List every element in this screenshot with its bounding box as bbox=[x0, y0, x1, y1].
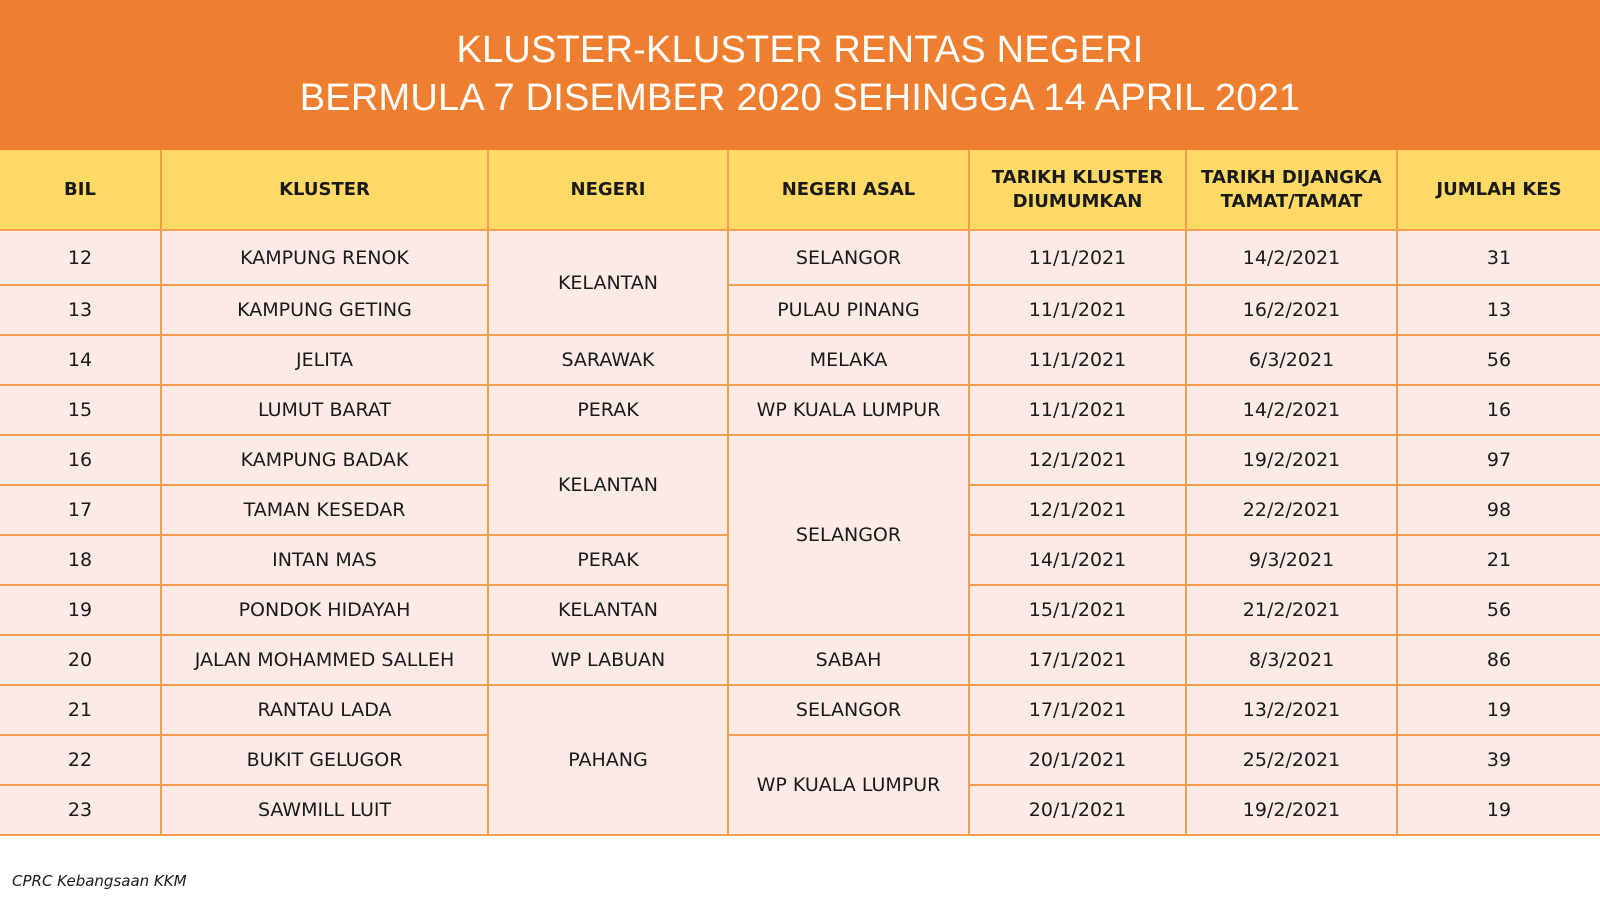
cell-bil: 22 bbox=[0, 735, 161, 785]
cell-bil: 12 bbox=[0, 230, 161, 285]
column-header-jumlah-kes: JUMLAH KES bbox=[1397, 150, 1600, 230]
table-row bbox=[0, 335, 1600, 385]
cell-bil: 17 bbox=[0, 485, 161, 535]
cell-tarikh-diumumkan: 20/1/2021 bbox=[969, 785, 1186, 835]
cell-bil: 23 bbox=[0, 785, 161, 835]
cell-kluster: KAMPUNG RENOK bbox=[161, 230, 488, 285]
header-text-line: DIUMUMKAN bbox=[1012, 190, 1143, 212]
page-title: KLUSTER-KLUSTER RENTAS NEGERI bbox=[456, 29, 1144, 71]
header-text-line: TARIKH DIJANGKA bbox=[1201, 166, 1382, 188]
cell-bil: 14 bbox=[0, 335, 161, 385]
cell-negeri-asal: SABAH bbox=[728, 635, 969, 685]
cell-kluster: KAMPUNG GETING bbox=[161, 285, 488, 335]
table-row bbox=[0, 735, 1600, 785]
cell-tarikh-diumumkan: 12/1/2021 bbox=[969, 485, 1186, 535]
cell-negeri: KELANTAN bbox=[488, 435, 728, 535]
cell-tarikh-diumumkan: 14/1/2021 bbox=[969, 535, 1186, 585]
cell-kluster: KAMPUNG BADAK bbox=[161, 435, 488, 485]
cell-tarikh-tamat: 14/2/2021 bbox=[1186, 230, 1397, 285]
cell-kluster: JALAN MOHAMMED SALLEH bbox=[161, 635, 488, 685]
cell-tarikh-tamat: 19/2/2021 bbox=[1186, 435, 1397, 485]
cell-bil: 13 bbox=[0, 285, 161, 335]
cell-kluster: BUKIT GELUGOR bbox=[161, 735, 488, 785]
cell-tarikh-tamat: 13/2/2021 bbox=[1186, 685, 1397, 735]
column-header-negeri-asal: NEGERI ASAL bbox=[728, 150, 969, 230]
cell-negeri-asal: WP KUALA LUMPUR bbox=[728, 735, 969, 835]
cell-jumlah-kes: 31 bbox=[1397, 230, 1600, 285]
cell-jumlah-kes: 56 bbox=[1397, 335, 1600, 385]
cell-bil: 16 bbox=[0, 435, 161, 485]
cell-kluster: INTAN MAS bbox=[161, 535, 488, 585]
cell-bil: 19 bbox=[0, 585, 161, 635]
cell-tarikh-tamat: 22/2/2021 bbox=[1186, 485, 1397, 535]
column-header-kluster: KLUSTER bbox=[161, 150, 488, 230]
table-row bbox=[0, 230, 1600, 285]
cell-tarikh-diumumkan: 12/1/2021 bbox=[969, 435, 1186, 485]
cell-tarikh-tamat: 21/2/2021 bbox=[1186, 585, 1397, 635]
cell-tarikh-tamat: 14/2/2021 bbox=[1186, 385, 1397, 435]
cell-negeri-asal: SELANGOR bbox=[728, 435, 969, 635]
cell-tarikh-tamat: 16/2/2021 bbox=[1186, 285, 1397, 335]
cell-tarikh-diumumkan: 20/1/2021 bbox=[969, 735, 1186, 785]
cell-negeri-asal: WP KUALA LUMPUR bbox=[728, 385, 969, 435]
cell-negeri-asal: MELAKA bbox=[728, 335, 969, 385]
cell-negeri-asal: SELANGOR bbox=[728, 230, 969, 285]
cell-tarikh-diumumkan: 15/1/2021 bbox=[969, 585, 1186, 635]
cell-kluster: JELITA bbox=[161, 335, 488, 385]
cell-jumlah-kes: 98 bbox=[1397, 485, 1600, 535]
cell-bil: 15 bbox=[0, 385, 161, 435]
cell-jumlah-kes: 21 bbox=[1397, 535, 1600, 585]
cell-jumlah-kes: 13 bbox=[1397, 285, 1600, 335]
cell-jumlah-kes: 19 bbox=[1397, 685, 1600, 735]
cell-kluster: SAWMILL LUIT bbox=[161, 785, 488, 835]
cell-negeri: KELANTAN bbox=[488, 585, 728, 635]
cell-negeri-asal: SELANGOR bbox=[728, 685, 969, 735]
column-header-negeri: NEGERI bbox=[488, 150, 728, 230]
header-text-line: TAMAT/TAMAT bbox=[1220, 190, 1363, 212]
cell-negeri: PAHANG bbox=[488, 685, 728, 835]
table-row bbox=[0, 435, 1600, 485]
cell-jumlah-kes: 86 bbox=[1397, 635, 1600, 685]
page-subtitle: BERMULA 7 DISEMBER 2020 SEHINGGA 14 APRIL 2021 bbox=[299, 77, 1301, 119]
cell-tarikh-tamat: 25/2/2021 bbox=[1186, 735, 1397, 785]
table-row bbox=[0, 385, 1600, 435]
cell-jumlah-kes: 97 bbox=[1397, 435, 1600, 485]
cell-tarikh-diumumkan: 11/1/2021 bbox=[969, 285, 1186, 335]
table-header-row bbox=[0, 150, 1600, 230]
column-header-bil: BIL bbox=[0, 150, 161, 230]
cell-tarikh-tamat: 9/3/2021 bbox=[1186, 535, 1397, 585]
cell-bil: 18 bbox=[0, 535, 161, 585]
cluster-table bbox=[0, 150, 1600, 836]
cell-bil: 21 bbox=[0, 685, 161, 735]
cell-jumlah-kes: 56 bbox=[1397, 585, 1600, 635]
cell-tarikh-tamat: 19/2/2021 bbox=[1186, 785, 1397, 835]
cell-negeri: KELANTAN bbox=[488, 230, 728, 335]
column-header-tarikh-diumumkan bbox=[969, 150, 1186, 230]
cell-jumlah-kes: 16 bbox=[1397, 385, 1600, 435]
cell-jumlah-kes: 39 bbox=[1397, 735, 1600, 785]
cell-tarikh-tamat: 6/3/2021 bbox=[1186, 335, 1397, 385]
cell-tarikh-diumumkan: 17/1/2021 bbox=[969, 635, 1186, 685]
table-row bbox=[0, 635, 1600, 685]
cell-tarikh-tamat: 8/3/2021 bbox=[1186, 635, 1397, 685]
cell-negeri: WP LABUAN bbox=[488, 635, 728, 685]
cell-negeri: SARAWAK bbox=[488, 335, 728, 385]
cell-tarikh-diumumkan: 11/1/2021 bbox=[969, 335, 1186, 385]
cell-kluster: PONDOK HIDAYAH bbox=[161, 585, 488, 635]
cell-tarikh-diumumkan: 11/1/2021 bbox=[969, 230, 1186, 285]
cell-tarikh-diumumkan: 17/1/2021 bbox=[969, 685, 1186, 735]
cell-negeri-asal: PULAU PINANG bbox=[728, 285, 969, 335]
title-banner bbox=[0, 0, 1600, 150]
cell-negeri: PERAK bbox=[488, 385, 728, 435]
cell-jumlah-kes: 19 bbox=[1397, 785, 1600, 835]
cell-bil: 20 bbox=[0, 635, 161, 685]
cell-kluster: LUMUT BARAT bbox=[161, 385, 488, 435]
header-text-line: TARIKH KLUSTER bbox=[991, 166, 1164, 188]
cell-kluster: RANTAU LADA bbox=[161, 685, 488, 735]
cell-negeri: PERAK bbox=[488, 535, 728, 585]
table-row bbox=[0, 685, 1600, 735]
source-note: CPRC Kebangsaan KKM bbox=[12, 872, 187, 890]
table-row bbox=[0, 285, 1600, 335]
cell-kluster: TAMAN KESEDAR bbox=[161, 485, 488, 535]
column-header-tarikh-tamat bbox=[1186, 150, 1397, 230]
cell-tarikh-diumumkan: 11/1/2021 bbox=[969, 385, 1186, 435]
